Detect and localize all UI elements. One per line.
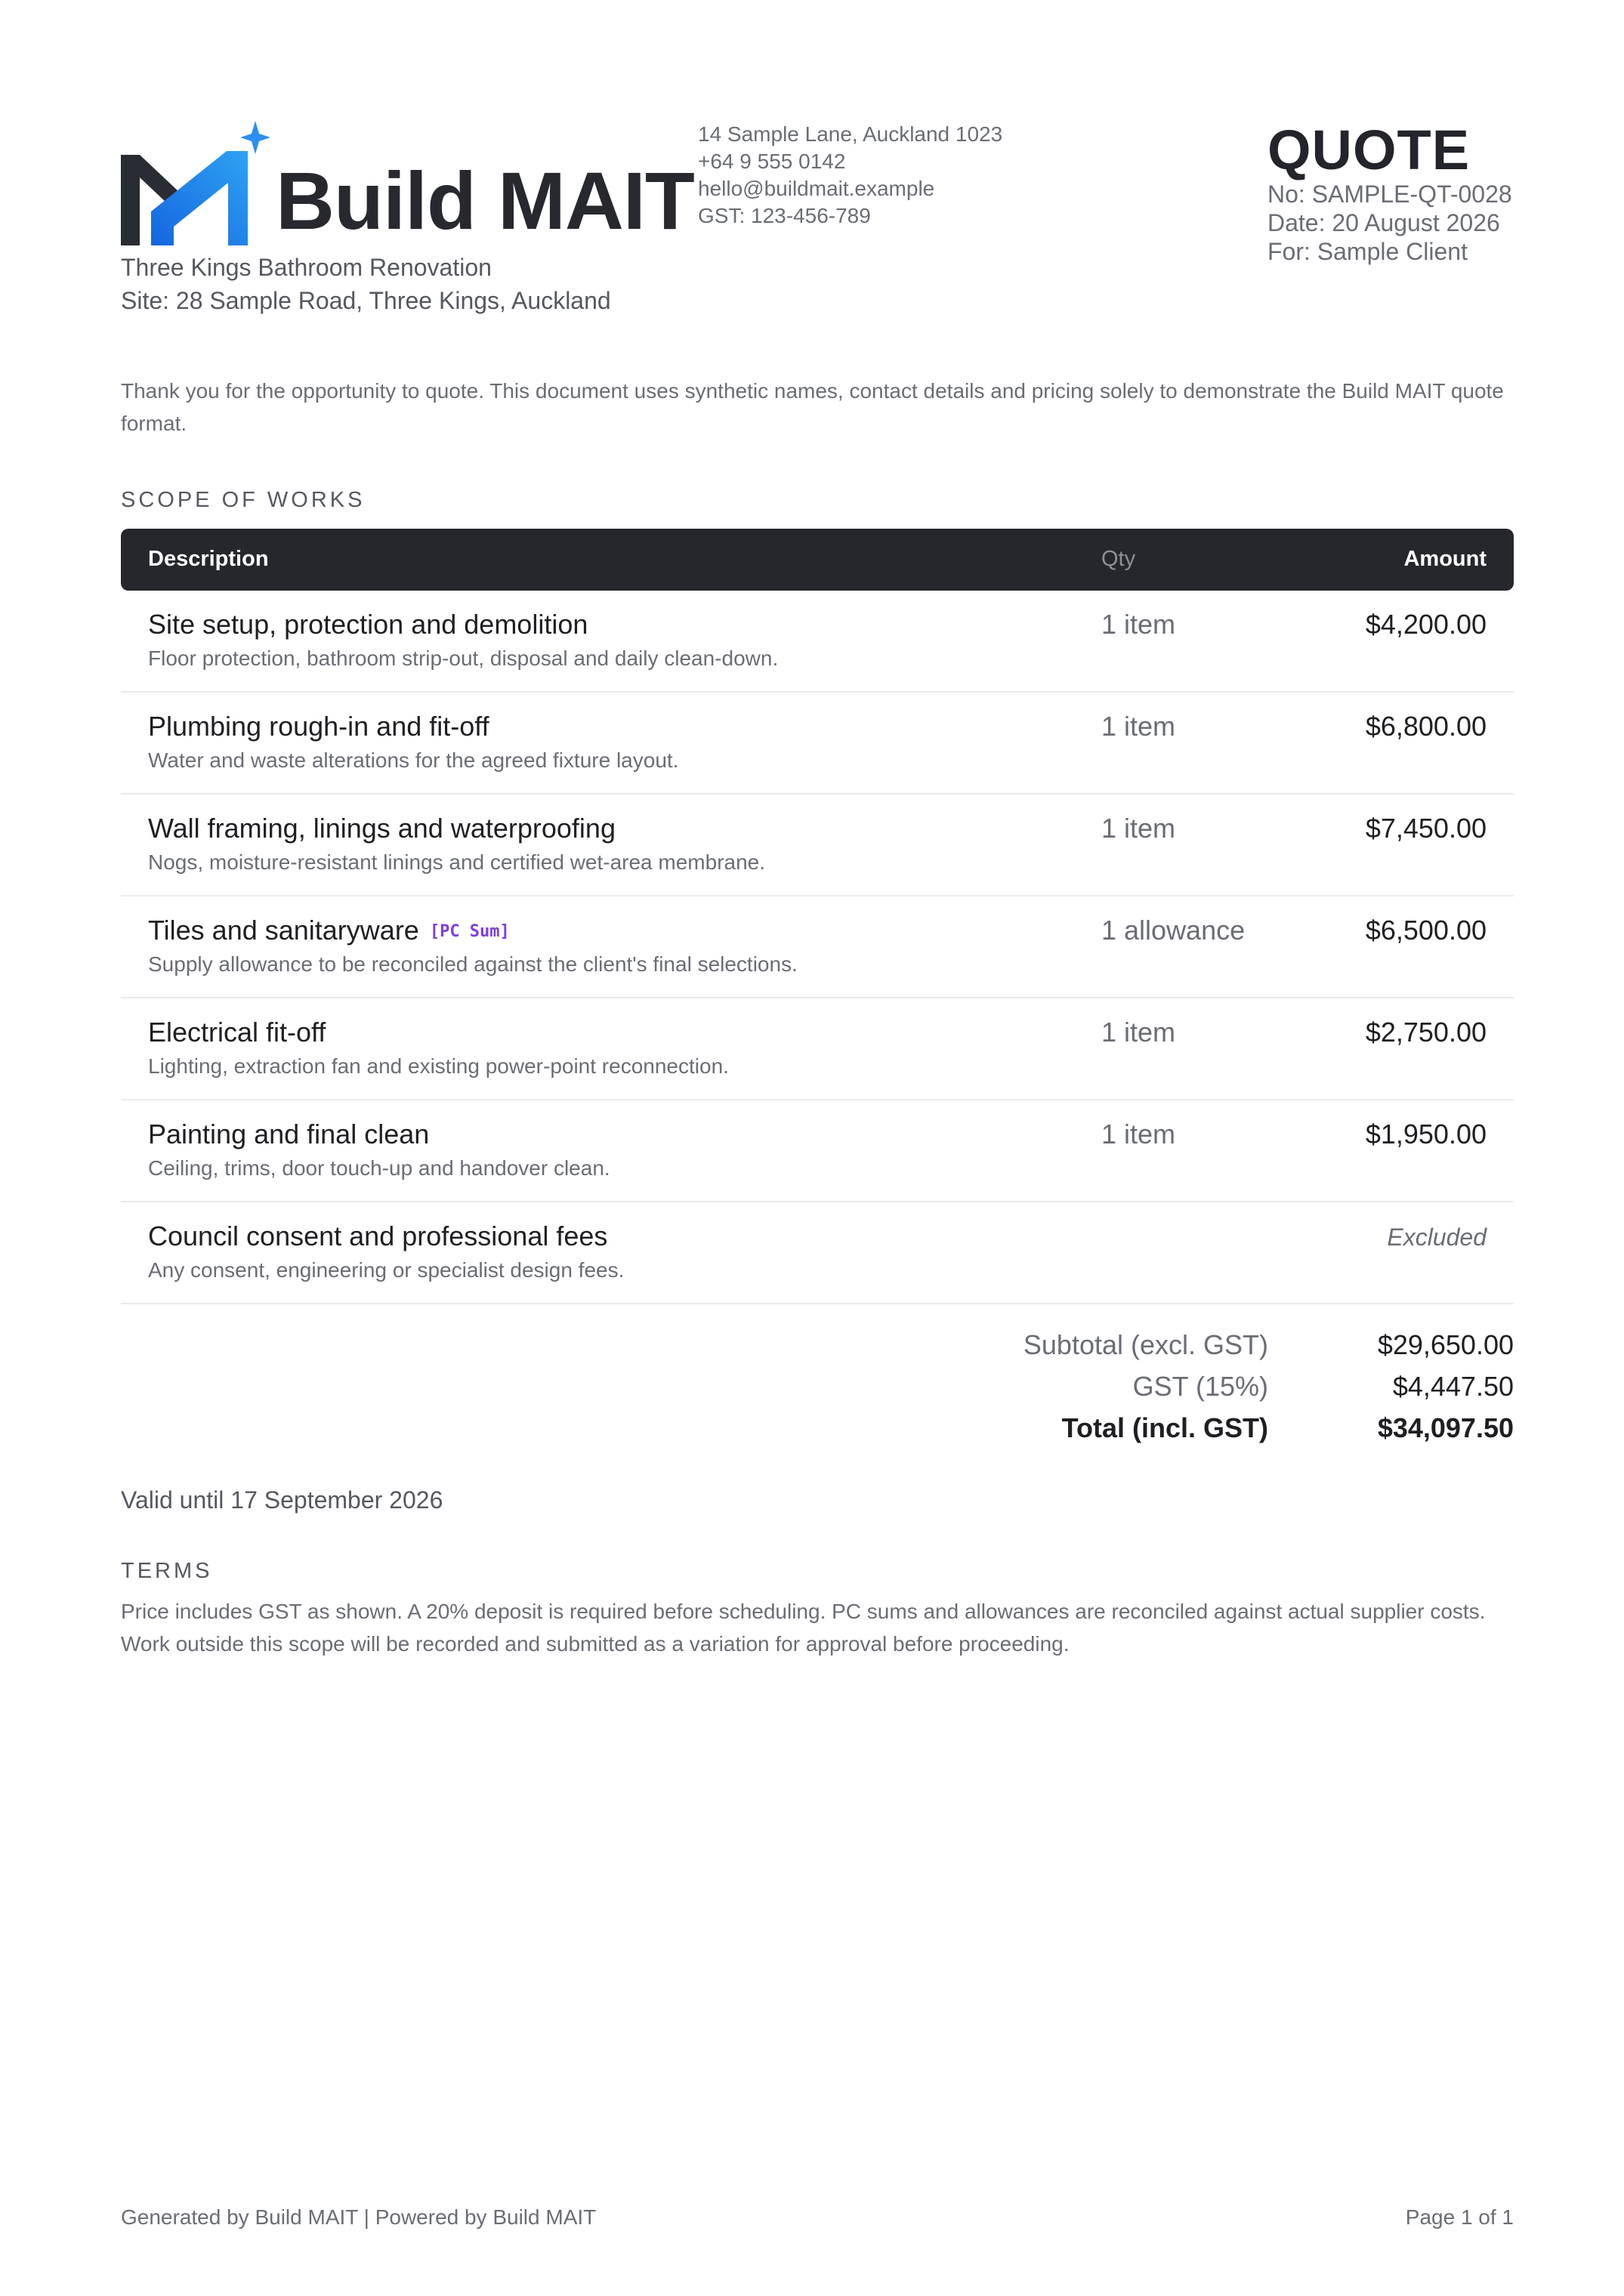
item-title: Painting and final clean xyxy=(148,1119,430,1150)
quote-page xyxy=(121,0,1514,2296)
gst-row xyxy=(876,1371,1514,1412)
footer-generated-by: Generated by Build MAIT | Powered by Build MAIT xyxy=(121,2205,597,2229)
item-title: Wall framing, linings and waterproofing xyxy=(148,813,616,844)
company-contact xyxy=(698,121,1002,230)
table-row xyxy=(121,1202,1514,1304)
terms-heading: TERMS xyxy=(121,1559,213,1583)
item-amount: $7,450.00 xyxy=(1365,813,1487,844)
scope-table-body xyxy=(121,591,1514,1304)
item-description: Any consent, engineering or specialist design fees. xyxy=(148,1258,625,1282)
table-row xyxy=(121,896,1514,998)
item-title: Electrical fit-off xyxy=(148,1017,326,1048)
subtotal-value: $29,650.00 xyxy=(1377,1329,1514,1360)
item-qty: 1 allowance xyxy=(1101,915,1246,946)
pc-sum-badge: [PC Sum] xyxy=(429,922,510,941)
item-title: Council consent and professional fees xyxy=(148,1221,608,1251)
table-row xyxy=(121,1100,1514,1202)
total-label: Total (incl. GST) xyxy=(1061,1412,1268,1443)
table-row xyxy=(121,591,1514,693)
company-name: Build MAIT xyxy=(276,155,694,246)
item-title: Plumbing rough-in and fit-off xyxy=(148,711,489,742)
project-info xyxy=(121,251,611,317)
terms-text: Price includes GST as shown. A 20% deposit is required before scheduling. PC sums and allowances are reconciled against actual supplier costs. Work outside this scope will be recorded and submitted as a variation for approval before proceeding. xyxy=(121,1600,1486,1656)
item-qty: 1 item xyxy=(1101,609,1176,640)
quote-date: Date: 20 August 2026 xyxy=(1267,209,1500,236)
item-description: Ceiling, trims, door touch-up and handover clean. xyxy=(148,1156,610,1180)
company-email: hello@buildmait.example xyxy=(698,177,935,200)
total-row xyxy=(876,1412,1514,1454)
logo-mark-icon xyxy=(121,121,272,249)
item-amount: $1,950.00 xyxy=(1365,1119,1487,1150)
item-qty: 1 item xyxy=(1101,1119,1176,1150)
quote-number: No: SAMPLE-QT-0028 xyxy=(1267,181,1512,208)
item-description: Supply allowance to be reconciled against the client's final selections. xyxy=(148,952,798,976)
project-site: Site: 28 Sample Road, Three Kings, Auckland xyxy=(121,287,611,314)
item-qty: 1 item xyxy=(1101,711,1176,742)
total-value: $34,097.50 xyxy=(1377,1412,1514,1443)
intro-text: Thank you for the opportunity to quote. This document uses synthetic names, contact details and pricing solely to demonstrate the Build MAIT quote format. xyxy=(121,379,1504,435)
table-header xyxy=(121,529,1514,591)
document-meta xyxy=(1267,121,1514,266)
table-row xyxy=(121,998,1514,1100)
subtotal-label: Subtotal (excl. GST) xyxy=(1023,1329,1268,1360)
quote-client: For: Sample Client xyxy=(1267,238,1468,265)
table-row xyxy=(121,693,1514,795)
totals-block xyxy=(876,1329,1514,1454)
item-description: Nogs, moisture-resistant linings and certified wet-area membrane. xyxy=(148,850,766,874)
item-amount-excluded: Excluded xyxy=(1387,1224,1487,1251)
item-description: Lighting, extraction fan and existing power-point reconnection. xyxy=(148,1054,729,1078)
item-amount: $4,200.00 xyxy=(1365,609,1487,640)
table-row xyxy=(121,795,1514,896)
item-title: Site setup, protection and demolition xyxy=(148,609,588,640)
document-title: QUOTE xyxy=(1267,119,1471,181)
column-amount: Amount xyxy=(1403,547,1487,571)
column-description: Description xyxy=(148,547,269,571)
company-gst: GST: 123-456-789 xyxy=(698,204,871,227)
item-qty: 1 item xyxy=(1101,813,1176,844)
page-number: Page 1 of 1 xyxy=(1405,2205,1514,2229)
company-logo xyxy=(121,121,694,249)
item-title-wrap xyxy=(148,915,510,946)
project-name: Three Kings Bathroom Renovation xyxy=(121,254,492,281)
gst-label: GST (15%) xyxy=(1132,1371,1268,1402)
item-amount: $6,800.00 xyxy=(1365,711,1487,742)
item-qty: 1 item xyxy=(1101,1017,1176,1048)
item-amount: $6,500.00 xyxy=(1365,915,1487,946)
subtotal-row xyxy=(876,1329,1514,1371)
item-title: Tiles and sanitaryware xyxy=(148,915,419,946)
company-phone: +64 9 555 0142 xyxy=(698,150,846,173)
company-address: 14 Sample Lane, Auckland 1023 xyxy=(698,122,1003,146)
validity-text: Valid until 17 September 2026 xyxy=(121,1486,443,1514)
gst-value: $4,447.50 xyxy=(1392,1371,1514,1402)
item-amount: $2,750.00 xyxy=(1365,1017,1487,1048)
scope-heading: SCOPE OF WORKS xyxy=(121,488,366,512)
column-qty: Qty xyxy=(1101,547,1136,571)
item-description: Water and waste alterations for the agreed fixture layout. xyxy=(148,748,679,772)
item-description: Floor protection, bathroom strip-out, disposal and daily clean-down. xyxy=(148,647,779,670)
